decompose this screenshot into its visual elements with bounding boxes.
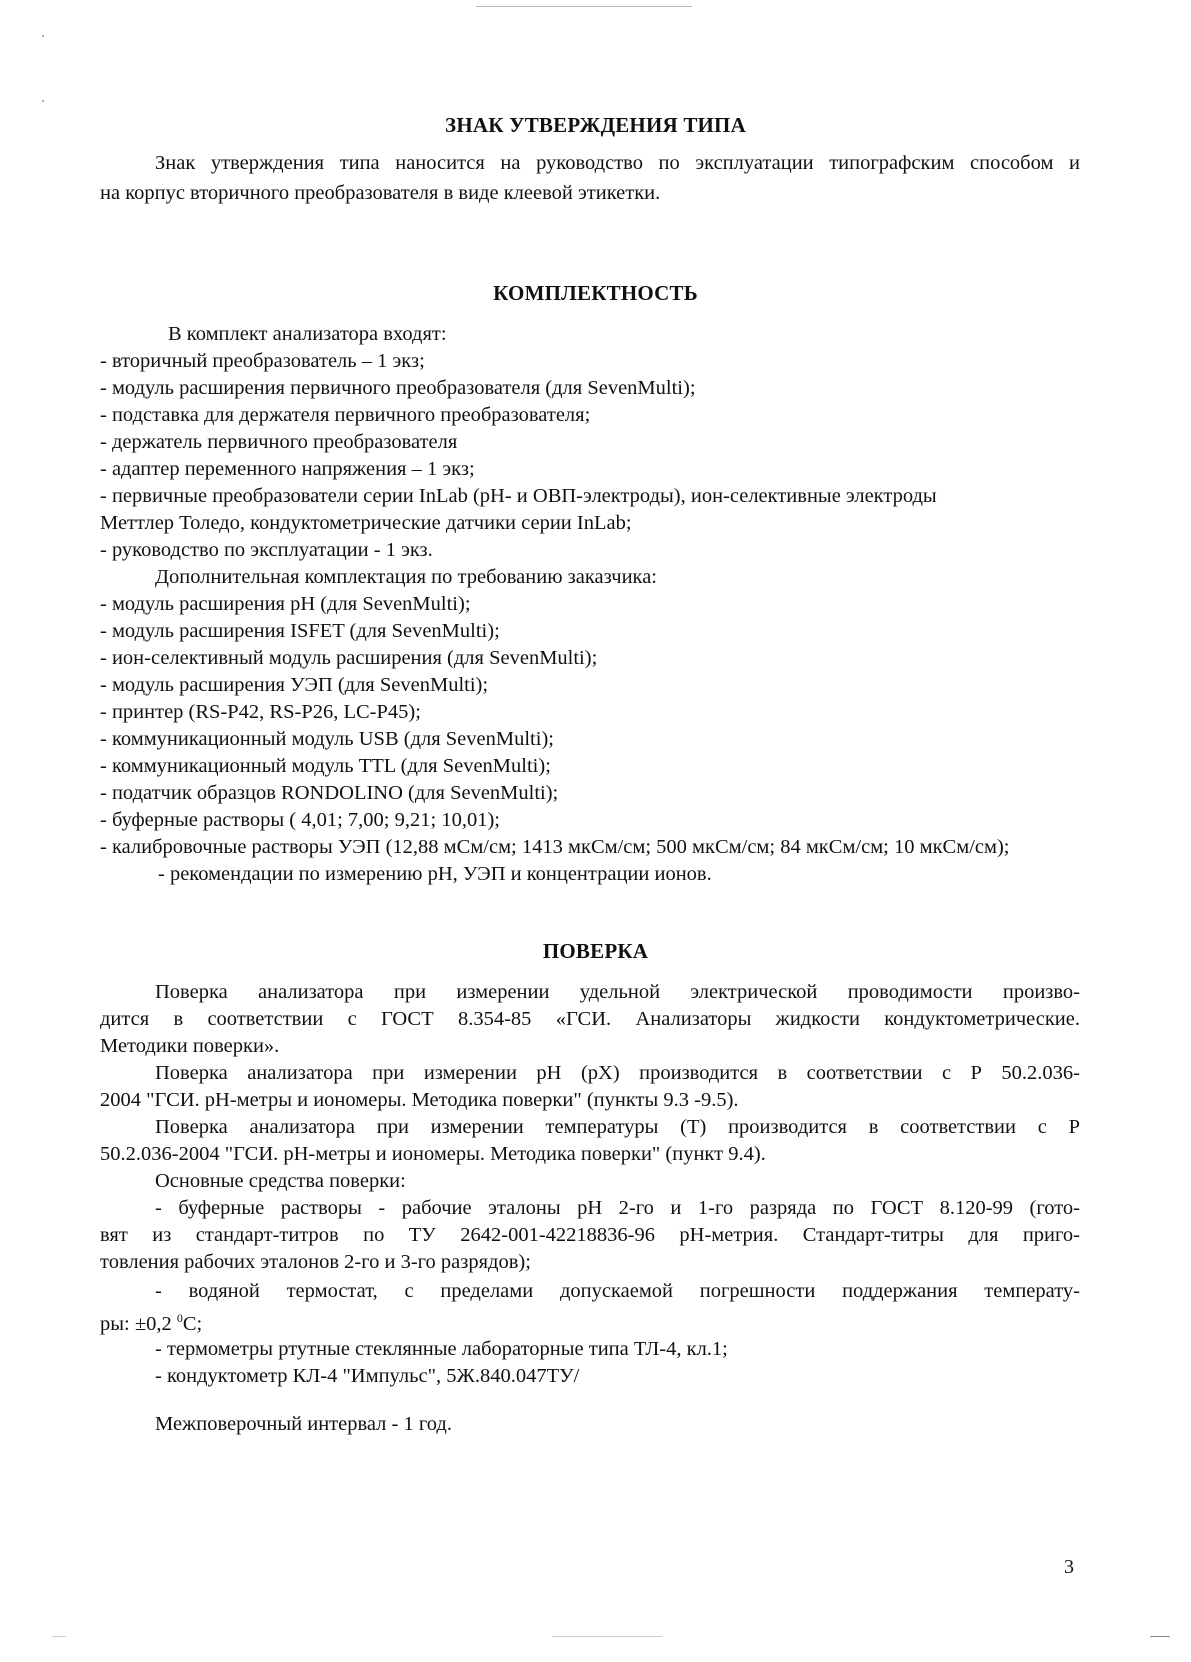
thermostat-unit: С; bbox=[182, 1313, 203, 1335]
scan-artifact-bottom bbox=[552, 1636, 662, 1637]
approval-mark-text-line-1: Знак утверждения типа наносится на руководство по эксплуатации типографским способом и bbox=[155, 152, 1080, 174]
completeness-item: - вторичный преобразователь – 1 экз; bbox=[100, 350, 425, 372]
completeness-item: - адаптер переменного напряжения – 1 экз; bbox=[100, 458, 475, 480]
verification-para2-line: Поверка анализатора при измерении pH (pX) производится в соответствии с Р 50.2.036- bbox=[155, 1062, 1080, 1084]
verification-interval: Межповерочный интервал - 1 год. bbox=[155, 1413, 452, 1435]
heading-completeness: КОМПЛЕКТНОСТЬ bbox=[493, 281, 698, 305]
optional-item: - коммуникационный модуль TTL (для SevenMulti); bbox=[100, 755, 551, 777]
verification-means-thermostat-line bbox=[100, 1305, 202, 1338]
verification-para3-line: 50.2.036-2004 "ГСИ. pH-метры и иономеры. Методика поверки" (пункт 9.4). bbox=[100, 1143, 766, 1165]
optional-item: - принтер (RS-P42, RS-P26, LC-P45); bbox=[100, 701, 421, 723]
scan-artifact-dot bbox=[42, 100, 44, 102]
heading-approval-mark: ЗНАК УТВЕРЖДЕНИЯ ТИПА bbox=[445, 113, 746, 137]
optional-item: - модуль расширения ISFET (для SevenMulti); bbox=[100, 620, 500, 642]
verification-means-thermometers: - термометры ртутные стеклянные лабораторные типа ТЛ-4, кл.1; bbox=[155, 1338, 728, 1360]
verification-means-buffer-line: - буферные растворы - рабочие эталоны pH 2-го и 1-го разряда по ГОСТ 8.120-99 (гото- bbox=[155, 1197, 1080, 1219]
verification-para1-line: Поверка анализатора при измерении удельной электрической проводимости произво- bbox=[155, 981, 1080, 1003]
optional-item: - коммуникационный модуль USB (для SevenMulti); bbox=[100, 728, 554, 750]
recommendation-item: - рекомендации по измерению pH, УЭП и концентрации ионов. bbox=[158, 863, 712, 885]
optional-item: - модуль расширения УЭП (для SevenMulti); bbox=[100, 674, 489, 696]
scan-artifact-dot bbox=[42, 35, 44, 37]
completeness-item: - руководство по эксплуатации - 1 экз. bbox=[100, 539, 433, 561]
completeness-item-continued: Меттлер Толедо, кондуктометрические датчики серии InLab; bbox=[100, 512, 632, 534]
completeness-item: - модуль расширения первичного преобразователя (для SevenMulti); bbox=[100, 377, 696, 399]
verification-means-intro: Основные средства поверки: bbox=[155, 1170, 406, 1192]
page-number: 3 bbox=[1064, 1556, 1074, 1578]
scan-artifact-bottom-right bbox=[1150, 1636, 1170, 1637]
verification-para1-line: Методики поверки». bbox=[100, 1035, 280, 1057]
verification-para3-line: Поверка анализатора при измерении температуры (Т) производится в соответствии с Р bbox=[155, 1116, 1080, 1138]
scan-artifact-bottom bbox=[52, 1636, 66, 1637]
optional-item: - буферные растворы ( 4,01; 7,00; 9,21; 10,01); bbox=[100, 809, 500, 831]
degree-superscript: 0 bbox=[176, 1311, 183, 1325]
completeness-item: - держатель первичного преобразователя bbox=[100, 431, 458, 453]
approval-mark-text-line-2: на корпус вторичного преобразователя в виде клеевой этикетки. bbox=[100, 182, 661, 204]
completeness-intro: В комплект анализатора входят: bbox=[168, 323, 447, 345]
heading-verification: ПОВЕРКА bbox=[542, 939, 649, 963]
completeness-item: - первичные преобразователи серии InLab (pH- и ОВП-электроды), ион-селективные электроды bbox=[100, 485, 937, 507]
optional-item: - податчик образцов RONDOLINO (для SevenMulti); bbox=[100, 782, 559, 804]
verification-means-buffer-line: товления рабочих эталонов 2-го и 3-го разрядов); bbox=[100, 1251, 531, 1273]
optional-item: - ион-селективный модуль расширения (для SevenMulti); bbox=[100, 647, 598, 669]
optional-item: - модуль расширения pH (для SevenMulti); bbox=[100, 593, 471, 615]
verification-para2-line: 2004 "ГСИ. pH-метры и иономеры. Методика поверки" (пункты 9.3 -9.5). bbox=[100, 1089, 739, 1111]
verification-means-buffer-line: вят из стандарт-титров по ТУ 2642-001-42218836-96 pH-метрия. Стандарт-титры для приго- bbox=[100, 1224, 1080, 1246]
optional-intro: Дополнительная комплектация по требованию заказчика: bbox=[155, 566, 657, 588]
optional-item: - калибровочные растворы УЭП (12,88 мСм/см; 1413 мкСм/см; 500 мкСм/см; 84 мкСм/см; 10 мкСм/см); bbox=[100, 836, 1010, 858]
verification-means-thermostat-line: - водяной термостат, с пределами допускаемой погрешности поддержания температу- bbox=[155, 1280, 1080, 1302]
thermostat-tolerance: ры: ±0,2 bbox=[100, 1313, 177, 1335]
verification-para1-line: дится в соответствии с ГОСТ 8.354-85 «ГСИ. Анализаторы жидкости кондуктометрические. bbox=[100, 1008, 1080, 1030]
scan-artifact-top bbox=[476, 6, 692, 7]
verification-means-conductometer: - кондуктометр КЛ-4 "Импульс", 5Ж.840.047ТУ/ bbox=[155, 1365, 580, 1387]
completeness-item: - подставка для держателя первичного преобразователя; bbox=[100, 404, 591, 426]
